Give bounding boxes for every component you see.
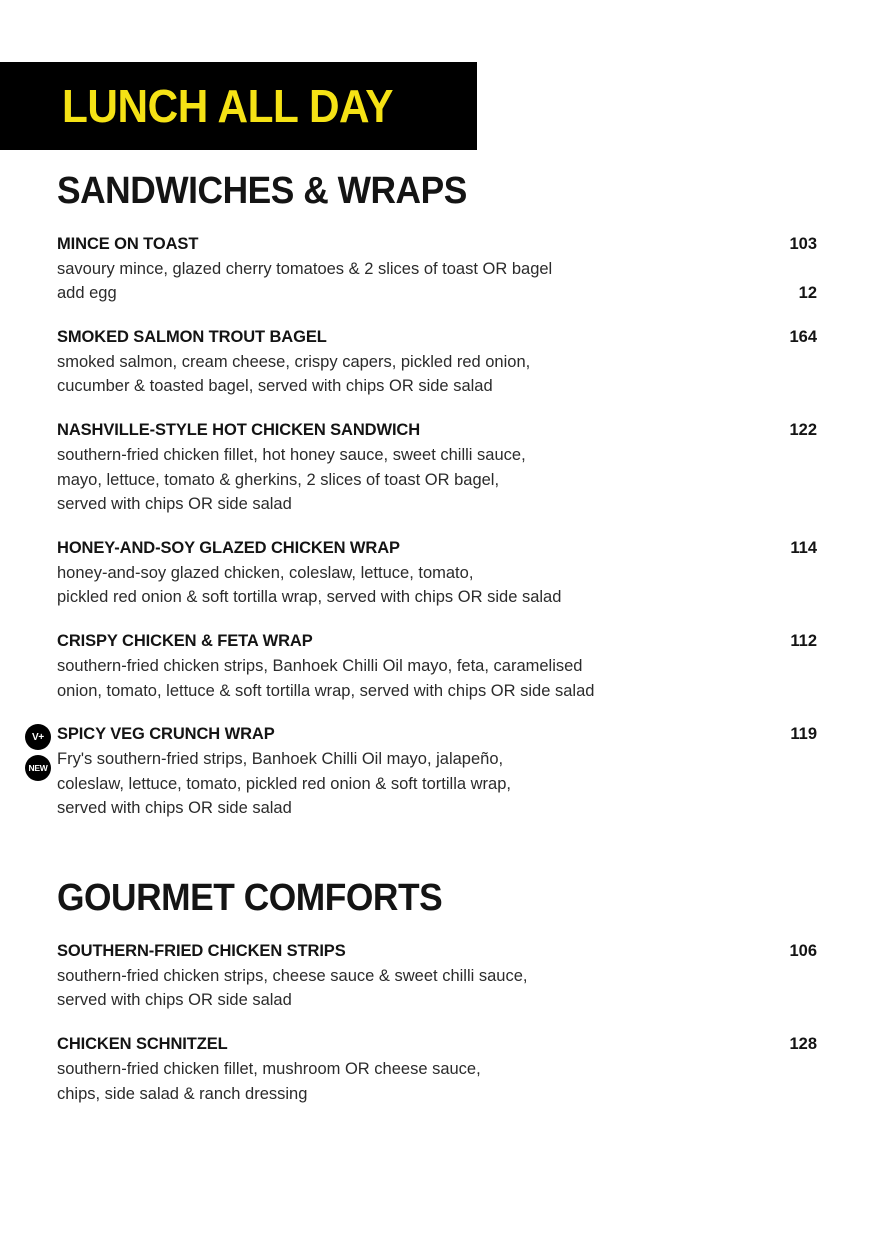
item-header-row bbox=[57, 234, 817, 255]
section-title: SANDWICHES & WRAPS bbox=[57, 170, 467, 212]
menu-item bbox=[57, 1034, 817, 1106]
item-description-line: southern-fried chicken strips, Banhoek Chilli Oil mayo, feta, caramelised bbox=[57, 656, 583, 675]
item-addon-label: add egg bbox=[57, 284, 117, 303]
item-description-line: mayo, lettuce, tomato & gherkins, 2 slices of toast OR bagel, bbox=[57, 470, 500, 489]
item-price: 119 bbox=[790, 725, 817, 744]
item-price: 106 bbox=[789, 942, 817, 961]
item-badges bbox=[25, 724, 53, 786]
item-name: SOUTHERN-FRIED CHICKEN STRIPS bbox=[57, 942, 346, 961]
item-description-line: pickled red onion & soft tortilla wrap, served with chips OR side salad bbox=[57, 588, 562, 607]
item-price: 114 bbox=[790, 539, 817, 558]
item-description-line: cucumber & toasted bagel, served with chips OR side salad bbox=[57, 377, 493, 396]
item-description bbox=[57, 964, 757, 1014]
item-description bbox=[57, 747, 757, 821]
menu-item bbox=[57, 631, 817, 703]
item-description-line: southern-fried chicken fillet, mushroom OR cheese sauce, bbox=[57, 1059, 481, 1078]
item-description-line: chips, side salad & ranch dressing bbox=[57, 1084, 308, 1103]
vegan-badge-icon: V+ bbox=[25, 724, 51, 750]
item-price: 112 bbox=[790, 632, 817, 651]
item-name: NASHVILLE-STYLE HOT CHICKEN SANDWICH bbox=[57, 421, 421, 440]
item-header-row bbox=[57, 420, 817, 441]
item-description-line: Fry's southern-fried strips, Banhoek Chilli Oil mayo, jalapeño, bbox=[57, 749, 504, 768]
item-description bbox=[57, 561, 757, 611]
item-header-row bbox=[57, 724, 817, 745]
menu-item bbox=[28, 724, 817, 821]
item-price: 122 bbox=[789, 421, 817, 440]
menu-item bbox=[57, 420, 817, 517]
item-addon-price: 12 bbox=[798, 284, 817, 303]
item-header-row bbox=[57, 941, 817, 962]
menu-section bbox=[57, 879, 817, 1106]
item-description-line: honey-and-soy glazed chicken, coleslaw, lettuce, tomato, bbox=[57, 563, 474, 582]
menu-section bbox=[28, 170, 817, 821]
item-price: 164 bbox=[789, 328, 817, 347]
item-description-line: served with chips OR side salad bbox=[57, 991, 292, 1010]
item-addon-row bbox=[57, 281, 817, 306]
item-header-row bbox=[57, 631, 817, 652]
item-name: MINCE ON TOAST bbox=[57, 234, 199, 253]
menu-item bbox=[57, 538, 817, 610]
item-description-line: southern-fried chicken strips, cheese sauce & sweet chilli sauce, bbox=[57, 966, 528, 985]
item-name: SMOKED SALMON TROUT BAGEL bbox=[57, 328, 327, 347]
item-description-line: southern-fried chicken fillet, hot honey sauce, sweet chilli sauce, bbox=[57, 445, 526, 464]
item-description bbox=[57, 1057, 757, 1107]
menu-content bbox=[28, 170, 817, 1127]
banner-title: LUNCH ALL DAY bbox=[62, 80, 394, 132]
item-header-row bbox=[57, 327, 817, 348]
menu-item bbox=[57, 327, 817, 399]
item-description-line: served with chips OR side salad bbox=[57, 799, 292, 818]
item-description bbox=[57, 654, 757, 704]
item-price: 128 bbox=[789, 1035, 817, 1054]
item-header-row bbox=[57, 538, 817, 559]
item-description bbox=[57, 350, 757, 400]
item-description-line: served with chips OR side salad bbox=[57, 495, 292, 514]
menu-item bbox=[57, 941, 817, 1013]
lunch-all-day-banner bbox=[0, 62, 477, 150]
section-title: GOURMET COMFORTS bbox=[57, 877, 443, 920]
item-description bbox=[57, 257, 757, 282]
item-description-line: coleslaw, lettuce, tomato, pickled red onion & soft tortilla wrap, bbox=[57, 774, 511, 793]
item-name: CHICKEN SCHNITZEL bbox=[57, 1035, 228, 1054]
item-description-line: savoury mince, glazed cherry tomatoes & 2 slices of toast OR bagel bbox=[57, 259, 553, 278]
item-name: CRISPY CHICKEN & FETA WRAP bbox=[57, 632, 313, 651]
item-name: HONEY-AND-SOY GLAZED CHICKEN WRAP bbox=[57, 539, 400, 558]
item-description bbox=[57, 443, 757, 517]
item-name: SPICY VEG CRUNCH WRAP bbox=[57, 725, 275, 744]
menu-sections bbox=[28, 170, 817, 1106]
item-price: 103 bbox=[789, 234, 817, 253]
item-header-row bbox=[57, 1034, 817, 1055]
item-description-line: smoked salmon, cream cheese, crispy capers, pickled red onion, bbox=[57, 352, 531, 371]
menu-item bbox=[57, 234, 817, 306]
item-description-line: onion, tomato, lettuce & soft tortilla wrap, served with chips OR side salad bbox=[57, 681, 595, 700]
new-badge-icon: NEW bbox=[25, 755, 51, 781]
